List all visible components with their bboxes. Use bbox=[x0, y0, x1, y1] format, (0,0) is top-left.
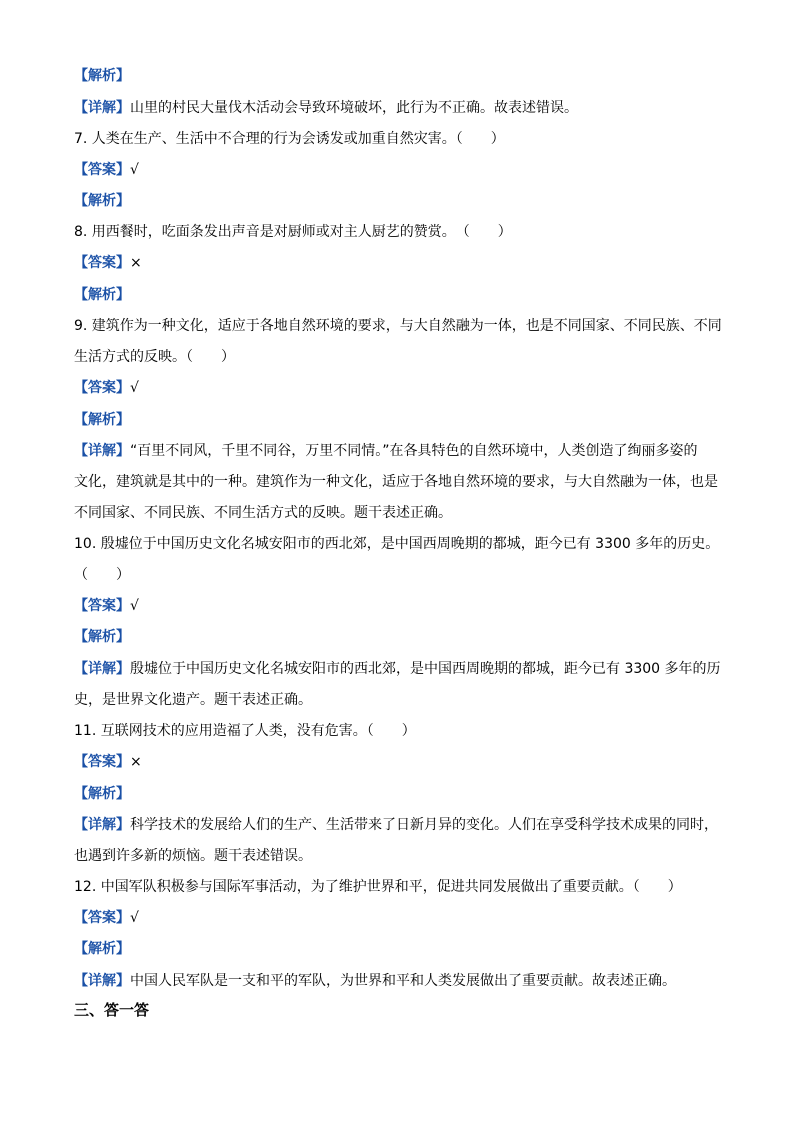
line bbox=[74, 99, 724, 117]
line bbox=[74, 753, 724, 771]
line-text: × bbox=[130, 255, 142, 271]
question-line bbox=[74, 317, 724, 335]
line-text: “百里不同风，千里不同谷，万里不同情。”在各具特色的自然环境中，人类创造了绚丽多姿的 bbox=[130, 443, 698, 459]
line-text: √ bbox=[130, 598, 139, 614]
line bbox=[74, 628, 724, 646]
line bbox=[74, 597, 724, 615]
line bbox=[74, 254, 724, 272]
question-line bbox=[74, 535, 724, 553]
question-line bbox=[74, 722, 724, 740]
line bbox=[74, 192, 724, 210]
tag-label: 【答案】 bbox=[74, 162, 130, 178]
line bbox=[74, 691, 724, 709]
tag-label: 【详解】 bbox=[74, 443, 130, 459]
tag-label: 【解析】 bbox=[74, 68, 130, 84]
line-text: 10. 殷墟位于中国历史文化名城安阳市的西北郊，是中国西周晚期的都城，距今已有 3300 多年的历史。 bbox=[74, 536, 720, 552]
tag-label: 【答案】 bbox=[74, 754, 130, 770]
line bbox=[74, 504, 724, 522]
line-text: 殷墟位于中国历史文化名城安阳市的西北郊，是中国西周晚期的都城，距今已有 3300 多年的历 bbox=[130, 661, 721, 677]
tag-label: 【答案】 bbox=[74, 380, 130, 396]
line bbox=[74, 816, 724, 834]
line-text: 不同国家、不同民族、不同生活方式的反映。题干表述正确。 bbox=[74, 505, 452, 521]
tag-label: 【解析】 bbox=[74, 287, 130, 303]
question-line bbox=[74, 130, 724, 148]
line-text: 史，是世界文化遗产。题干表述正确。 bbox=[74, 692, 312, 708]
line-text: 11. 互联网技术的应用造福了人类，没有危害。（ ） bbox=[74, 723, 416, 739]
question-line bbox=[74, 223, 724, 241]
question-line bbox=[74, 878, 724, 896]
line bbox=[74, 379, 724, 397]
line bbox=[74, 442, 724, 460]
tag-label: 【解析】 bbox=[74, 941, 130, 957]
tag-label: 【解析】 bbox=[74, 786, 130, 802]
tag-label: 【解析】 bbox=[74, 193, 130, 209]
line bbox=[74, 660, 724, 678]
line bbox=[74, 286, 724, 304]
tag-label: 【详解】 bbox=[74, 817, 130, 833]
line-text: 科学技术的发展给人们的生产、生活带来了日新月异的变化。人们在享受科学技术成果的同时， bbox=[130, 817, 718, 833]
section-heading: 三、答一答 bbox=[74, 1001, 150, 1019]
line bbox=[74, 972, 724, 990]
tag-label: 【详解】 bbox=[74, 100, 130, 116]
line bbox=[74, 348, 724, 366]
line-text: 7. 人类在生产、生活中不合理的行为会诱发或加重自然灾害。（ ） bbox=[74, 131, 505, 147]
line-text: √ bbox=[130, 910, 139, 926]
line bbox=[74, 566, 724, 584]
tag-label: 【解析】 bbox=[74, 412, 130, 428]
line bbox=[74, 909, 724, 927]
line bbox=[74, 473, 724, 491]
line bbox=[74, 940, 724, 958]
tag-label: 【详解】 bbox=[74, 661, 130, 677]
line bbox=[74, 411, 724, 429]
line-text: × bbox=[130, 754, 142, 770]
line-text: √ bbox=[130, 162, 139, 178]
tag-label: 【答案】 bbox=[74, 255, 130, 271]
line-text: （ ） bbox=[74, 567, 130, 583]
line-text: 中国人民军队是一支和平的军队，为世界和平和人类发展做出了重要贡献。故表述正确。 bbox=[130, 973, 676, 989]
line-text: 也遇到许多新的烦恼。题干表述错误。 bbox=[74, 848, 312, 864]
line bbox=[74, 67, 724, 85]
line-text: 12. 中国军队积极参与国际军事活动，为了维护世界和平，促进共同发展做出了重要贡献。（ ） bbox=[74, 879, 682, 895]
tag-label: 【答案】 bbox=[74, 910, 130, 926]
line-text: √ bbox=[130, 380, 139, 396]
line bbox=[74, 785, 724, 803]
line-text: 9. 建筑作为一种文化，适应于各地自然环境的要求，与大自然融为一体，也是不同国家、不同民族、不同 bbox=[74, 318, 722, 334]
tag-label: 【解析】 bbox=[74, 629, 130, 645]
tag-label: 【答案】 bbox=[74, 598, 130, 614]
line-text: 生活方式的反映。（ ） bbox=[74, 349, 235, 365]
tag-label: 【详解】 bbox=[74, 973, 130, 989]
line-text: 山里的村民大量伐木活动会导致环境破坏，此行为不正确。故表述错误。 bbox=[130, 100, 578, 116]
line bbox=[74, 847, 724, 865]
line bbox=[74, 161, 724, 179]
line-text: 文化，建筑就是其中的一种。建筑作为一种文化，适应于各地自然环境的要求，与大自然融为一体，也是 bbox=[74, 474, 718, 490]
line-text: 8. 用西餐时，吃面条发出声音是对厨师或对主人厨艺的赞赏。 （ ） bbox=[74, 224, 512, 240]
